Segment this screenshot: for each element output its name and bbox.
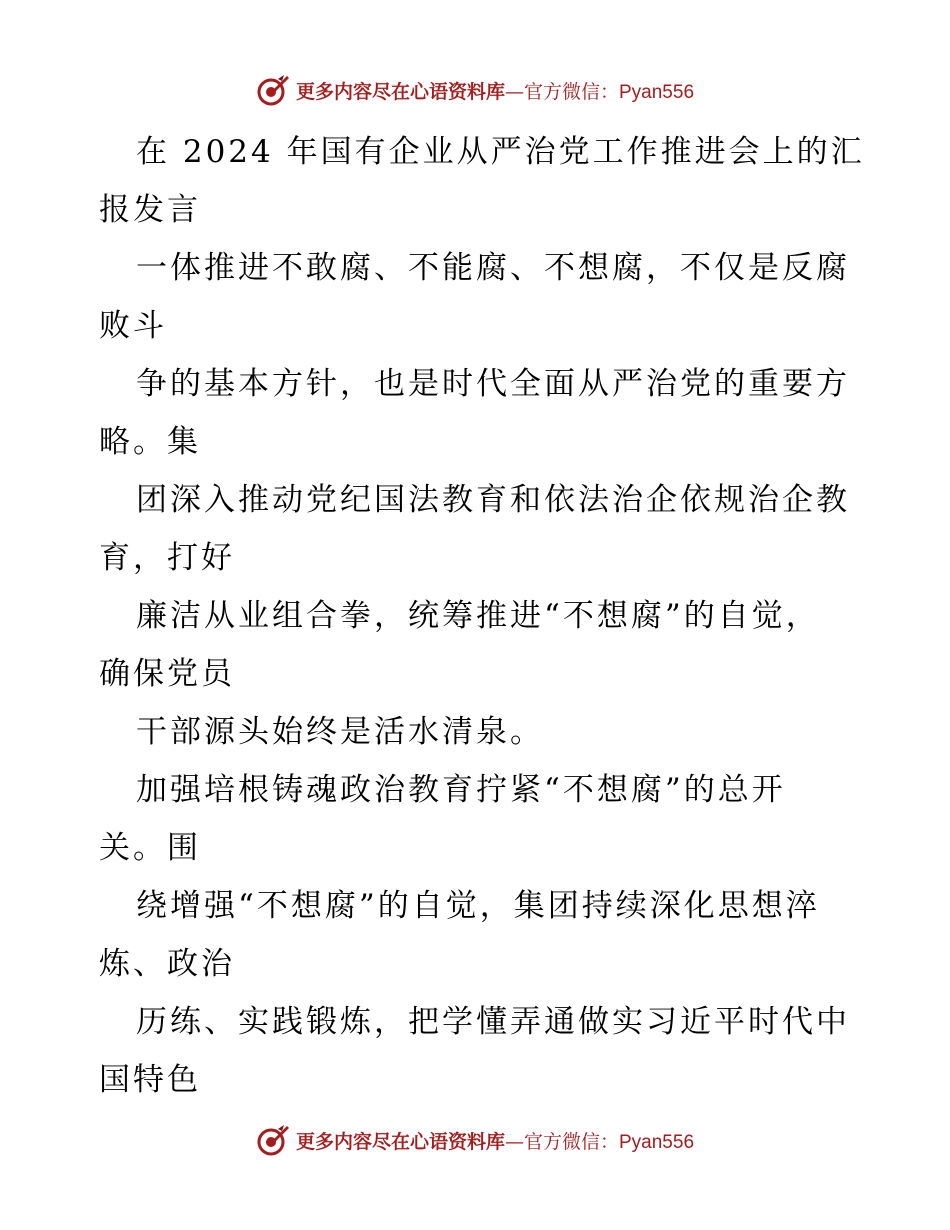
document-body — [99, 123, 865, 1109]
document-line: 争的基本方针，也是时代全面从严治党的重要方 — [136, 366, 850, 402]
banner-wechat-id: Pyan556 — [619, 1131, 695, 1153]
document-line: 历练、实践锻炼，把学懂弄通做实习近平时代中 — [136, 1004, 850, 1040]
banner-site-text: 更多内容尽在心语资料库 — [295, 80, 505, 103]
document-line: 绕增强“不想腐”的自觉，集团持续深化思想淬 — [136, 888, 820, 924]
document-line: 确保党员 — [99, 656, 235, 692]
banner-wechat-label: 官方微信： — [523, 1130, 619, 1153]
banner-text — [296, 77, 694, 104]
banner-text — [296, 1127, 694, 1154]
document-line: 干部源头始终是活水清泉。 — [136, 714, 544, 750]
banner-wechat-id: Pyan556 — [619, 81, 695, 103]
document-line: 一体推进不敢腐、不能腐、不想腐，不仅是反腐 — [136, 250, 850, 286]
banner-wechat-label: 官方微信： — [523, 80, 619, 103]
document-line: 廉洁从业组合拳，统筹推进“不想腐”的自觉， — [136, 598, 820, 634]
document-line: 略。集 — [99, 424, 201, 460]
red-quill-circle-icon — [256, 73, 290, 107]
document-line: 在 2024 年国有企业从严治党工作推进会上的汇 — [136, 134, 865, 170]
banner-dash: — — [504, 1130, 524, 1153]
document-line: 育，打好 — [99, 540, 235, 576]
document-line: 关。围 — [99, 830, 201, 866]
banner-site-text: 更多内容尽在心语资料库 — [295, 1130, 505, 1153]
document-line: 败斗 — [99, 308, 167, 344]
red-quill-circle-icon — [256, 1123, 290, 1157]
document-line: 加强培根铸魂政治教育拧紧“不想腐”的总开 — [136, 772, 786, 808]
header-banner — [0, 70, 950, 110]
document-line: 团深入推动党纪国法教育和依法治企依规治企教 — [136, 482, 850, 518]
footer-banner — [0, 1120, 950, 1160]
document-line: 国特色 — [99, 1062, 201, 1098]
banner-dash: — — [504, 80, 524, 103]
document-line: 炼、政治 — [99, 946, 235, 982]
document-line: 报发言 — [99, 192, 201, 228]
